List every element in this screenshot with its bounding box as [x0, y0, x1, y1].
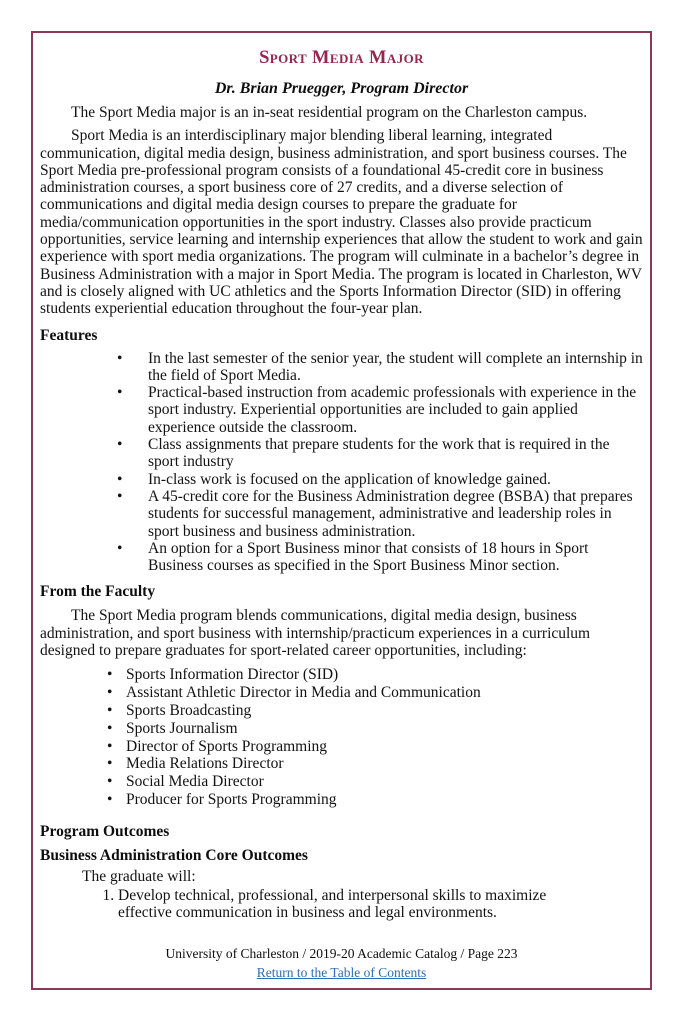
career-item	[107, 773, 643, 791]
intro-paragraph-2: Sport Media is an interdisciplinary major blending liberal learning, integrated communication, digital media design, business administration, and sport business courses. The Sport Media pre-professional program consists of a foundational 45-credit core in business administration courses, a sport business core of 27 credits, and a diverse selection of communications and digital media design courses to prepare the graduate for media/communication opportunities in the sport industry. Classes also provide practicum opportunities, service learning and internship experiences that allow the student to work and gain experience with sport media organizations. The program will culminate in a bachelor’s degree in Business Administration with a major in Sport Media. The program is located in Charleston, WV and is closely aligned with UC athletics and the Sports Information Director (SID) in offering students experiential education throughout the four-year plan.	[40, 127, 643, 318]
toc-link[interactable]: Return to the Table of Contents	[256, 965, 427, 980]
footer-link-row	[40, 964, 643, 982]
feature-item	[115, 488, 643, 540]
career-item-text: Sports Journalism	[126, 719, 238, 737]
career-item-text: Assistant Athletic Director in Media and Communication	[126, 684, 481, 702]
careers-list	[107, 666, 643, 808]
career-item-text: Media Relations Director	[126, 755, 284, 773]
career-item	[107, 791, 643, 809]
outcome-item	[118, 887, 558, 922]
feature-item-text: An option for a Sport Business minor that consists of 18 hours in Sport Business courses as specified in the Sport Business Minor section.	[148, 539, 589, 575]
program-director: Dr. Brian Pruegger, Program Director	[214, 80, 469, 97]
graduate-will-lead-in: The graduate will:	[82, 867, 196, 885]
features-list	[115, 350, 643, 575]
page-title: Sport Media Major	[259, 48, 424, 68]
catalog-page	[31, 31, 652, 990]
footer-catalog-line: University of Charleston / 2019-20 Academic Catalog / Page 223	[165, 946, 518, 961]
intro-paragraph-1: The Sport Media major is an in-seat residential program on the Charleston campus.	[71, 104, 588, 121]
feature-item-text: Practical-based instruction from academic professionals with experience in the sport industry. Experiential opportunities are included to gain applied experience outside the classroom.	[148, 384, 637, 436]
feature-item-text: Class assignments that prepare students for the work that is required in the sport industry	[148, 436, 610, 471]
feature-item	[115, 471, 643, 488]
career-item	[107, 755, 643, 773]
career-item	[107, 738, 643, 756]
career-item-text: Sports Broadcasting	[126, 701, 252, 719]
page-footer	[40, 946, 643, 982]
outcomes-numbered-list	[98, 887, 558, 922]
from-faculty-heading: From the Faculty	[40, 583, 156, 601]
from-faculty-paragraph: The Sport Media program blends communications, digital media design, business administration, and sport business with internship/practicum experiences in a curriculum designed to prepare graduates for sport-related career opportunities, including:	[40, 607, 591, 660]
features-heading: Features	[40, 326, 98, 344]
ba-core-outcomes-heading: Business Administration Core Outcomes	[40, 846, 308, 864]
feature-item	[115, 540, 643, 575]
career-item-text: Sports Information Director (SID)	[126, 666, 339, 684]
career-item-text: Social Media Director	[126, 773, 264, 791]
feature-item	[115, 350, 643, 385]
career-item	[107, 702, 643, 720]
career-item-text: Director of Sports Programming	[126, 737, 328, 755]
feature-item-text: A 45-credit core for the Business Administration degree (BSBA) that prepares students for successful management, administrative and leadership roles in sport business and business administration.	[148, 487, 633, 540]
feature-item	[115, 384, 643, 436]
feature-item-text: In the last semester of the senior year, the student will complete an internship in the field of Sport Media.	[148, 349, 643, 384]
program-outcomes-heading: Program Outcomes	[40, 822, 170, 840]
feature-item	[115, 436, 643, 471]
career-item-text: Producer for Sports Programming	[126, 790, 337, 808]
career-item	[107, 666, 643, 684]
feature-item-text: In-class work is focused on the application of knowledge gained.	[148, 470, 551, 488]
outcome-item-text: Develop technical, professional, and interpersonal skills to maximize effective communication in business and legal environments.	[118, 886, 547, 922]
career-item	[107, 684, 643, 702]
career-item	[107, 720, 643, 738]
